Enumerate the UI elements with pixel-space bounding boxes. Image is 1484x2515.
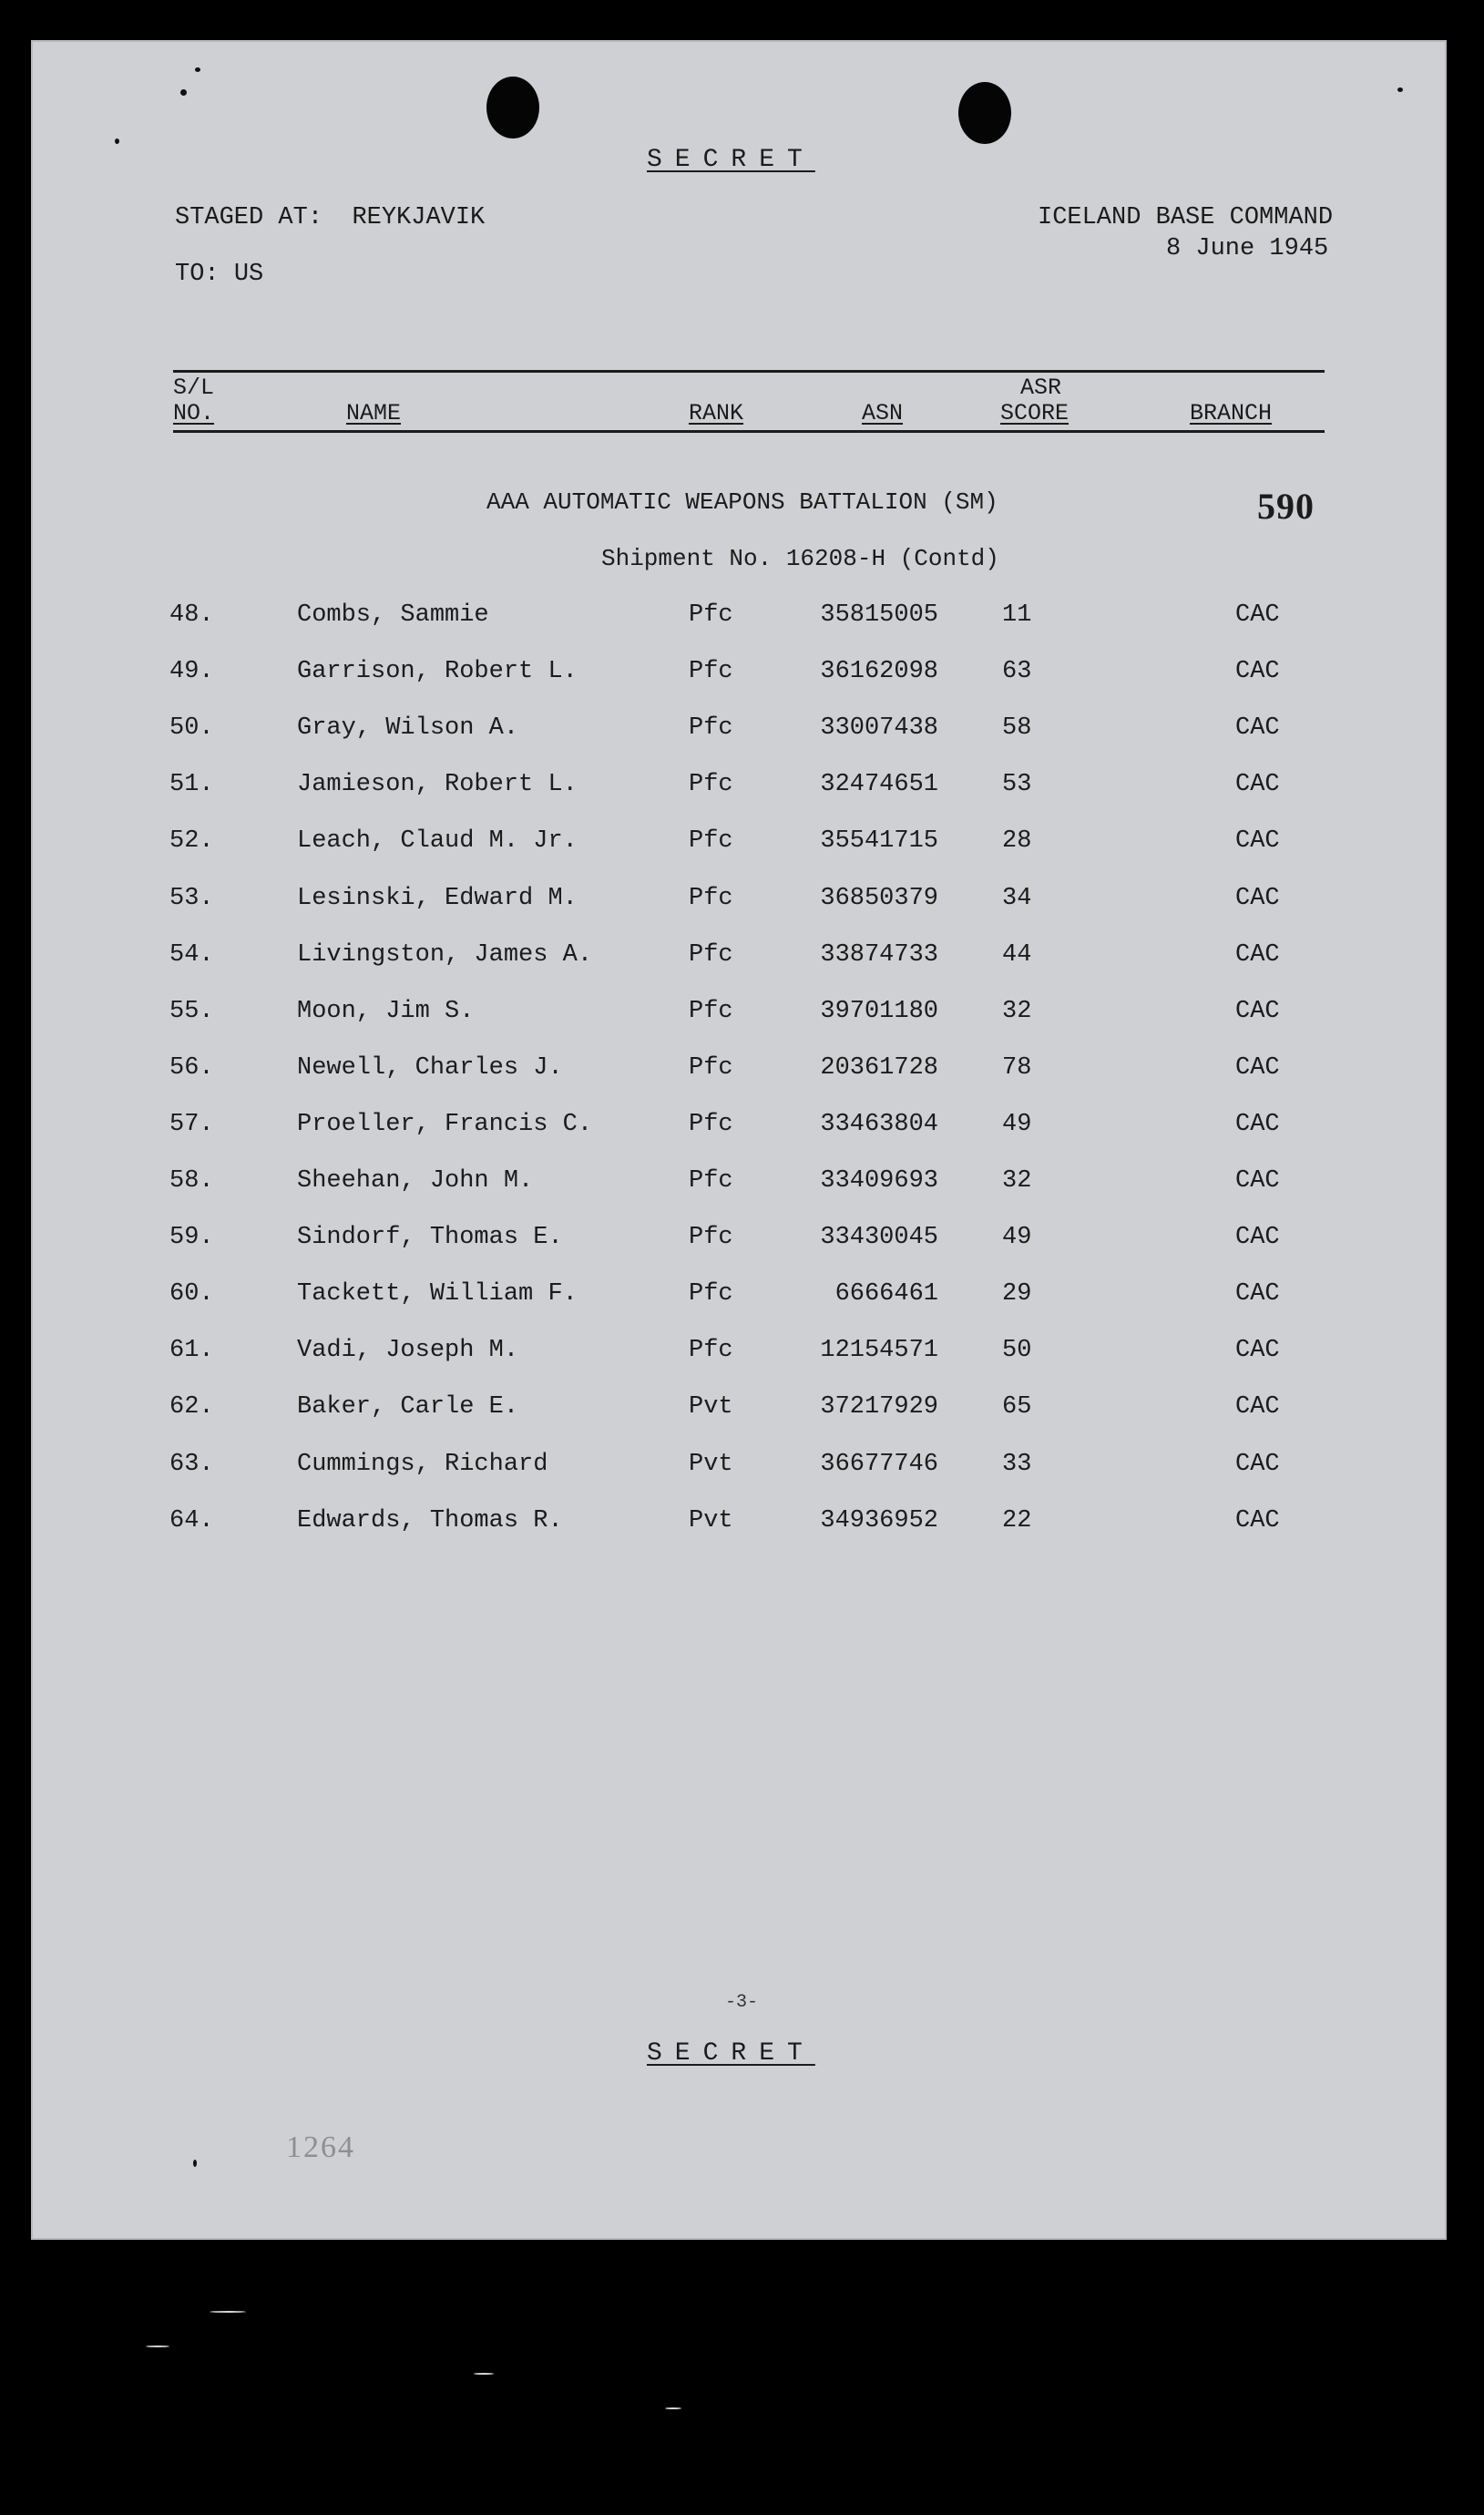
table-row — [31, 1111, 1447, 1147]
row-asn: 35815005 — [820, 601, 938, 629]
scan-speck — [193, 2160, 197, 2167]
staged-at — [175, 204, 485, 231]
row-number: 61. — [169, 1337, 214, 1365]
column-header-asr-score — [1000, 375, 1069, 426]
row-number: 64. — [169, 1506, 214, 1535]
row-branch: CAC — [1235, 1393, 1280, 1422]
row-asr-score: 49 — [1002, 1224, 1032, 1252]
row-asr-score: 53 — [1002, 771, 1032, 799]
table-row — [31, 827, 1447, 864]
row-asn: 6666461 — [834, 1280, 938, 1309]
staged-at-label: STAGED AT: — [175, 204, 323, 231]
classification-top: SECRET — [647, 146, 815, 174]
table-row — [31, 885, 1447, 921]
row-name: Sheehan, John M. — [297, 1167, 534, 1195]
table-row — [31, 941, 1447, 978]
unit-name: AAA AUTOMATIC WEAPONS BATTALION (SM) — [486, 488, 998, 516]
row-rank: Pfc — [689, 1110, 733, 1138]
row-name: Sindorf, Thomas E. — [297, 1224, 563, 1252]
to-label: TO: — [175, 261, 220, 288]
row-asr-score: 58 — [1002, 714, 1032, 743]
shipment-number: Shipment No. 16208-H (Contd) — [601, 545, 999, 572]
table-row — [31, 1451, 1447, 1487]
row-rank: Pfc — [689, 884, 733, 912]
row-number: 55. — [169, 997, 214, 1025]
row-rank: Pfc — [689, 1053, 733, 1082]
row-rank: Pfc — [689, 1280, 733, 1309]
row-branch: CAC — [1235, 1337, 1280, 1365]
staged-at-value: REYKJAVIK — [352, 204, 486, 231]
scan-speck — [665, 2407, 681, 2409]
table-row — [31, 601, 1447, 638]
table-row — [31, 998, 1447, 1034]
row-asn: 20361728 — [820, 1053, 938, 1082]
row-asn: 33007438 — [820, 714, 938, 743]
row-number: 54. — [169, 940, 214, 969]
row-asr-score: 28 — [1002, 827, 1032, 856]
row-rank: Pfc — [689, 714, 733, 743]
row-number: 51. — [169, 771, 214, 799]
row-branch: CAC — [1235, 1506, 1280, 1535]
column-header-name: NAME — [346, 400, 402, 426]
row-name: Cummings, Richard — [297, 1450, 548, 1478]
row-asr-score: 34 — [1002, 884, 1032, 912]
row-name: Combs, Sammie — [297, 601, 489, 629]
row-rank: Pfc — [689, 1337, 733, 1365]
punch-hole-left — [486, 77, 539, 139]
row-asn: 34936952 — [820, 1506, 938, 1535]
row-rank: Pvt — [689, 1450, 733, 1478]
row-asn: 33430045 — [820, 1224, 938, 1252]
row-rank: Pfc — [689, 1224, 733, 1252]
row-asn: 33463804 — [820, 1110, 938, 1138]
row-rank: Pfc — [689, 771, 733, 799]
to-value: US — [233, 261, 264, 288]
row-rank: Pfc — [689, 997, 733, 1025]
row-rank: Pfc — [689, 827, 733, 856]
row-branch: CAC — [1235, 771, 1280, 799]
row-branch: CAC — [1235, 658, 1280, 686]
row-number: 59. — [169, 1224, 214, 1252]
row-asn: 33874733 — [820, 940, 938, 969]
row-branch: CAC — [1235, 1450, 1280, 1478]
row-asn: 36850379 — [820, 884, 938, 912]
row-branch: CAC — [1235, 1280, 1280, 1309]
stamp-number: 590 — [1257, 486, 1315, 527]
row-number: 56. — [169, 1053, 214, 1082]
row-name: Moon, Jim S. — [297, 997, 475, 1025]
row-branch: CAC — [1235, 884, 1280, 912]
row-asn: 32474651 — [820, 771, 938, 799]
row-rank: Pfc — [689, 658, 733, 686]
row-name: Vadi, Joseph M. — [297, 1337, 519, 1365]
column-header-rank: RANK — [689, 400, 744, 426]
row-branch: CAC — [1235, 827, 1280, 856]
column-header-sl-no — [173, 375, 214, 426]
header-rule-top — [173, 370, 1325, 373]
scan-speck — [210, 2311, 246, 2313]
row-asr-score: 11 — [1002, 601, 1032, 629]
command-name: ICELAND BASE COMMAND — [1038, 204, 1334, 231]
row-rank: Pvt — [689, 1506, 733, 1535]
table-row — [31, 1507, 1447, 1544]
table-row — [31, 658, 1447, 694]
row-asn: 36677746 — [820, 1450, 938, 1478]
column-header-asr-score-line1: ASR — [1020, 375, 1062, 401]
row-branch: CAC — [1235, 1053, 1280, 1082]
row-rank: Pfc — [689, 601, 733, 629]
row-asr-score: 44 — [1002, 940, 1032, 969]
scan-speck — [180, 89, 187, 96]
row-number: 49. — [169, 658, 214, 686]
row-number: 52. — [169, 827, 214, 856]
table-row — [31, 1167, 1447, 1204]
scan-speck — [1397, 87, 1403, 92]
row-number: 63. — [169, 1450, 214, 1478]
row-asn: 35541715 — [820, 827, 938, 856]
scan-speck — [146, 2346, 169, 2347]
scan-speck — [115, 139, 119, 144]
row-name: Newell, Charles J. — [297, 1053, 563, 1082]
row-name: Leach, Claud M. Jr. — [297, 827, 578, 856]
row-asn: 12154571 — [820, 1337, 938, 1365]
column-header-asr-score-line2: SCORE — [1000, 400, 1070, 426]
row-asr-score: 22 — [1002, 1506, 1032, 1535]
document-sheet — [31, 40, 1447, 2240]
row-branch: CAC — [1235, 997, 1280, 1025]
row-name: Livingston, James A. — [297, 940, 593, 969]
scan-speck — [195, 67, 200, 72]
archive-number: 1264 — [286, 2130, 355, 2164]
punch-hole-right — [958, 82, 1011, 144]
document-date: 8 June 1945 — [1166, 235, 1329, 262]
row-rank: Pfc — [689, 1167, 733, 1195]
row-name: Baker, Carle E. — [297, 1393, 519, 1422]
row-number: 57. — [169, 1110, 214, 1138]
row-asr-score: 63 — [1002, 658, 1032, 686]
row-number: 58. — [169, 1167, 214, 1195]
row-branch: CAC — [1235, 1110, 1280, 1138]
table-row — [31, 1054, 1447, 1091]
row-branch: CAC — [1235, 940, 1280, 969]
row-name: Proeller, Francis C. — [297, 1110, 593, 1138]
table-row — [31, 1280, 1447, 1317]
row-rank: Pvt — [689, 1393, 733, 1422]
row-number: 60. — [169, 1280, 214, 1309]
row-asn: 39701180 — [820, 997, 938, 1025]
row-asr-score: 78 — [1002, 1053, 1032, 1082]
table-row — [31, 714, 1447, 751]
column-header-asn: ASN — [862, 400, 904, 426]
row-branch: CAC — [1235, 1167, 1280, 1195]
scan-speck — [474, 2373, 494, 2375]
row-asn: 37217929 — [820, 1393, 938, 1422]
row-branch: CAC — [1235, 1224, 1280, 1252]
row-asr-score: 33 — [1002, 1450, 1032, 1478]
row-name: Garrison, Robert L. — [297, 658, 578, 686]
destination — [175, 261, 263, 288]
table-row — [31, 1337, 1447, 1373]
row-asn: 36162098 — [820, 658, 938, 686]
header-rule-bottom — [173, 430, 1325, 433]
table-row — [31, 771, 1447, 807]
column-header-sl-no-line2: NO. — [173, 400, 215, 426]
row-asr-score: 50 — [1002, 1337, 1032, 1365]
column-header-branch: BRANCH — [1190, 400, 1273, 426]
table-row — [31, 1224, 1447, 1260]
row-asr-score: 32 — [1002, 1167, 1032, 1195]
classification-bottom: SECRET — [647, 2039, 815, 2068]
row-number: 62. — [169, 1393, 214, 1422]
row-name: Tackett, William F. — [297, 1280, 578, 1309]
column-header-sl-no-line1: S/L — [173, 375, 215, 401]
row-rank: Pfc — [689, 940, 733, 969]
row-asr-score: 49 — [1002, 1110, 1032, 1138]
row-asr-score: 65 — [1002, 1393, 1032, 1422]
table-row — [31, 1393, 1447, 1430]
row-asr-score: 32 — [1002, 997, 1032, 1025]
row-number: 53. — [169, 884, 214, 912]
row-number: 50. — [169, 714, 214, 743]
row-name: Gray, Wilson A. — [297, 714, 519, 743]
row-name: Lesinski, Edward M. — [297, 884, 578, 912]
row-name: Edwards, Thomas R. — [297, 1506, 563, 1535]
row-branch: CAC — [1235, 601, 1280, 629]
row-branch: CAC — [1235, 714, 1280, 743]
row-asr-score: 29 — [1002, 1280, 1032, 1309]
row-asn: 33409693 — [820, 1167, 938, 1195]
row-number: 48. — [169, 601, 214, 629]
row-name: Jamieson, Robert L. — [297, 771, 578, 799]
page-number: -3- — [725, 1992, 759, 2013]
